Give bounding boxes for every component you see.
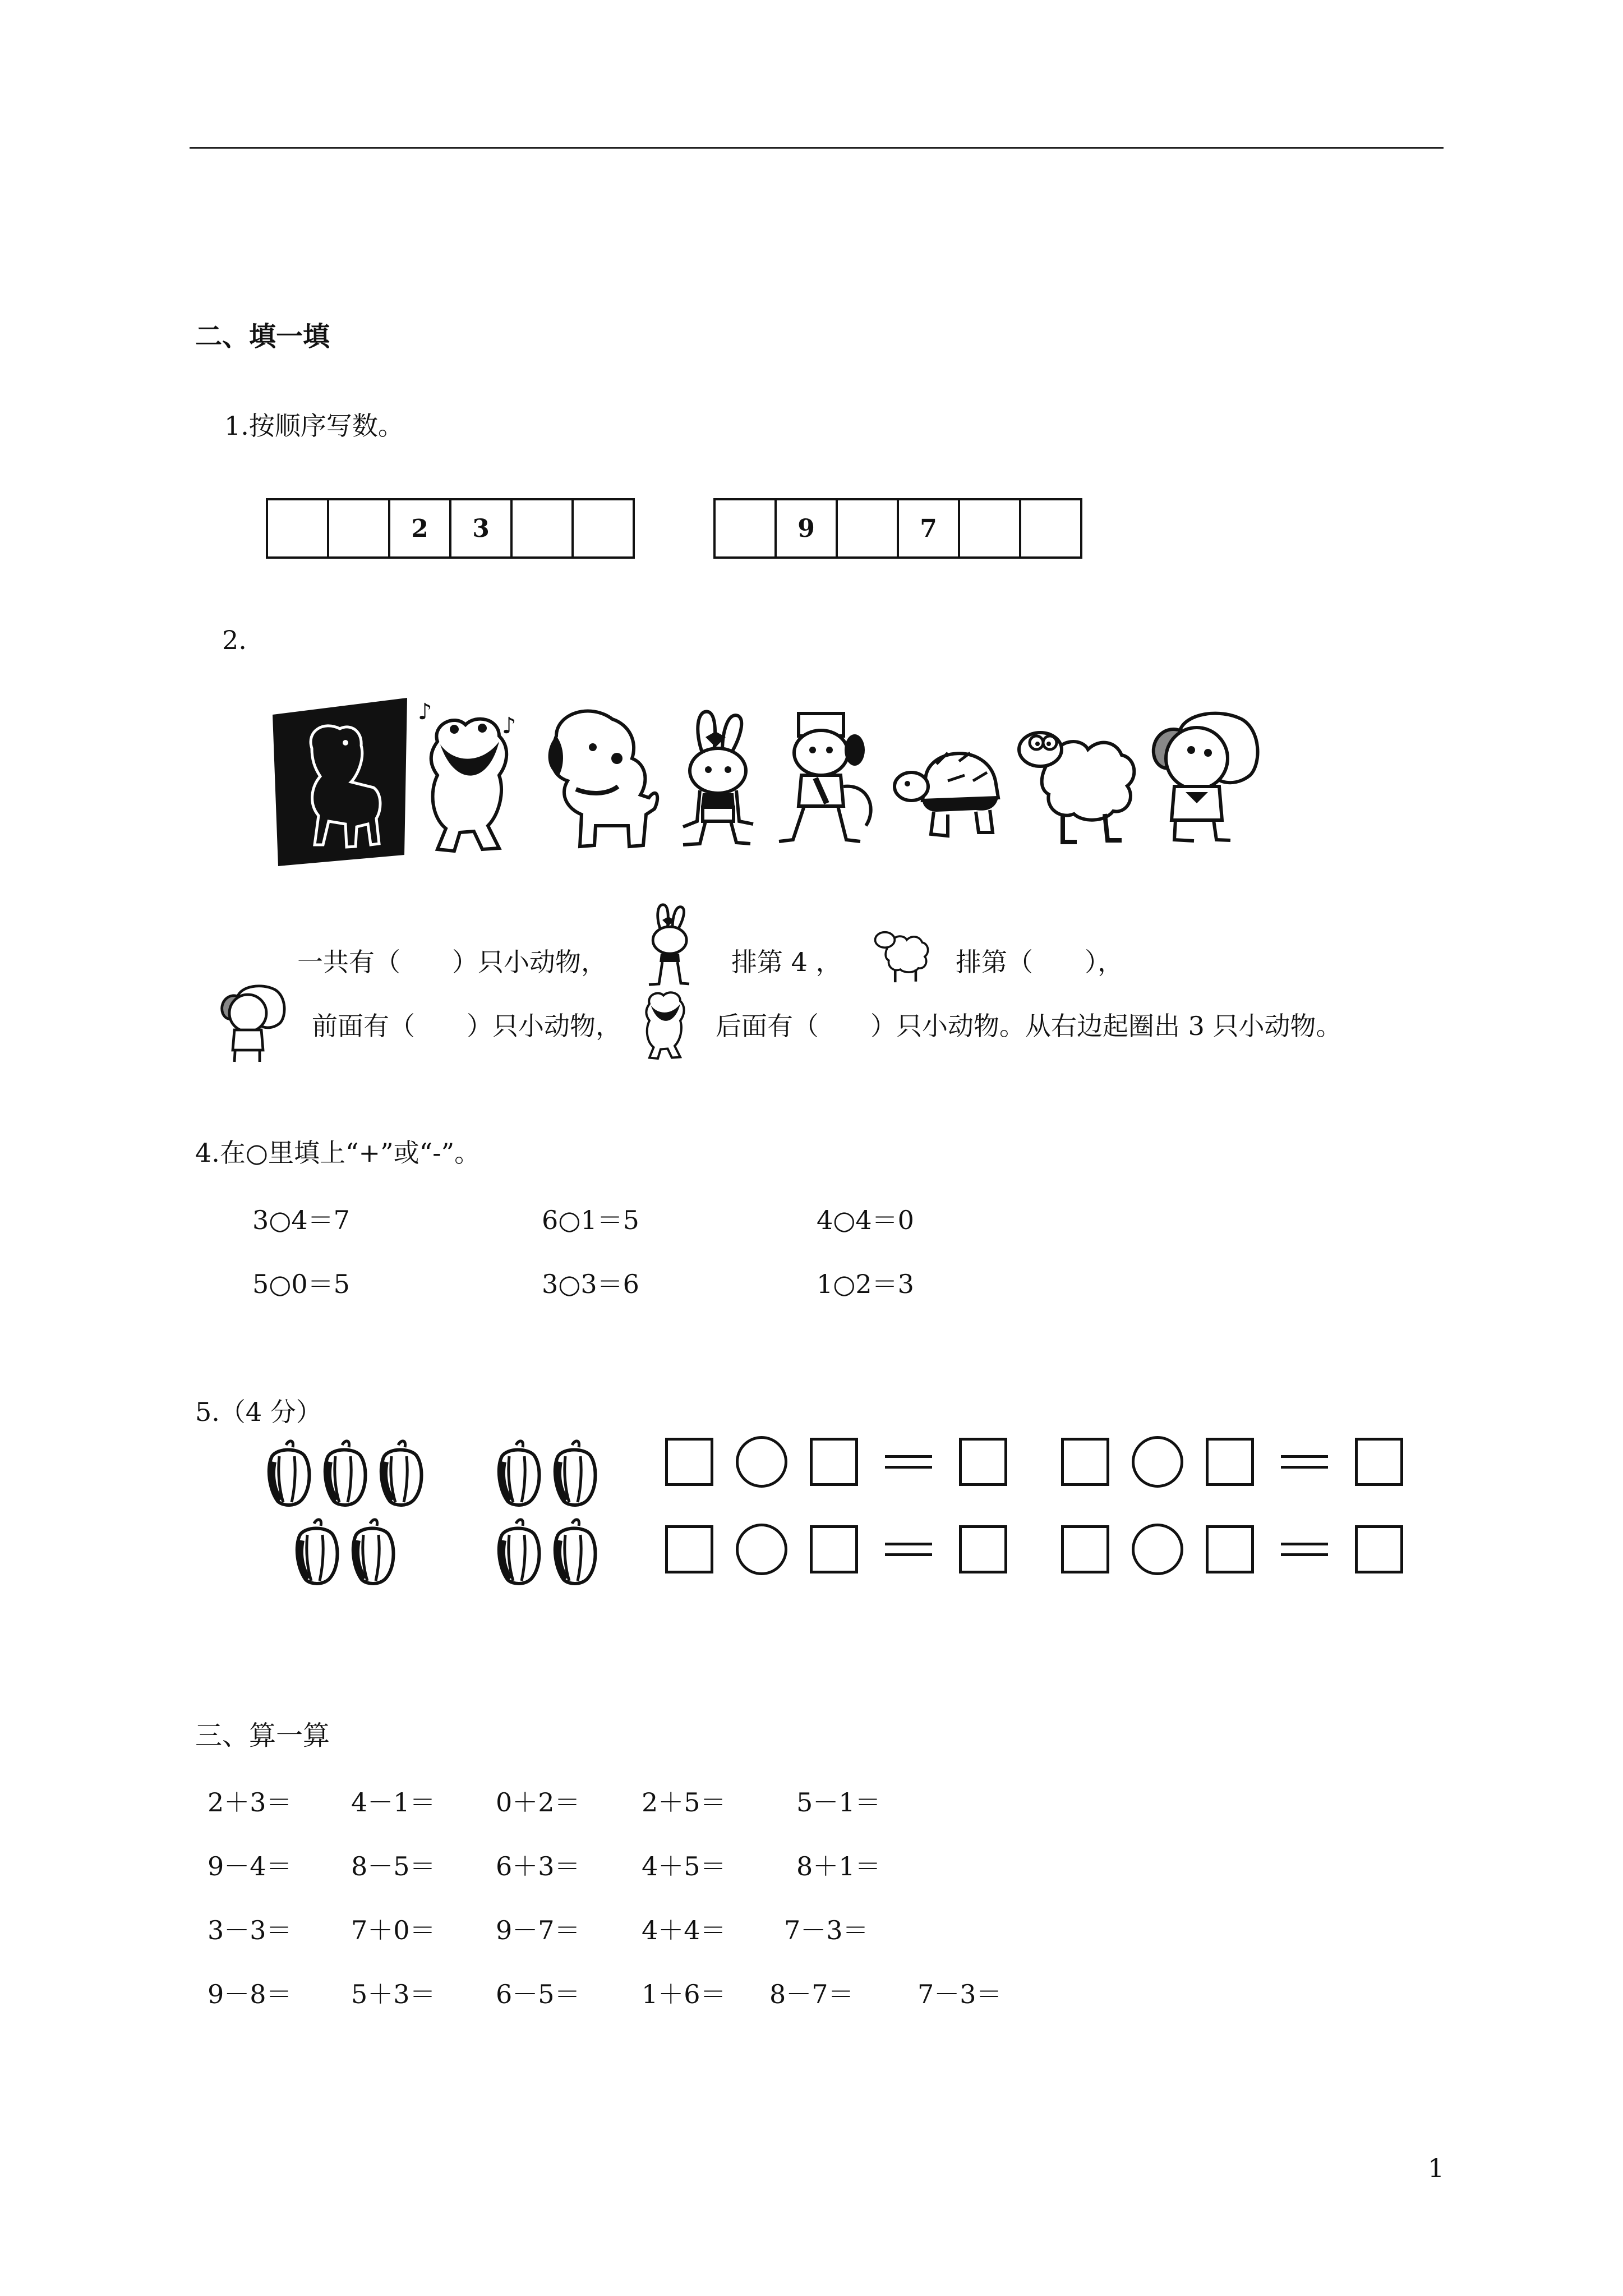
arithmetic-problem: 9－4＝ xyxy=(208,1851,292,1881)
q2-line2-part1: 前面有（ ）只小动物， xyxy=(312,1011,621,1041)
page-number: 1 xyxy=(1428,2153,1445,2183)
arithmetic-problem: 5－1＝ xyxy=(796,1787,881,1818)
seq-a-cell: 2 xyxy=(390,500,451,556)
equation-template-row xyxy=(665,1436,1007,1488)
arithmetic-problem: 5＋3＝ xyxy=(351,1979,436,2009)
answer-box[interactable] xyxy=(1061,1525,1109,1573)
arithmetic-problem: 0＋2＝ xyxy=(496,1787,580,1818)
seq-a-cell[interactable] xyxy=(574,500,633,556)
rabbit-icon xyxy=(672,709,762,849)
operator-circle[interactable] xyxy=(1132,1436,1183,1488)
section3-title: 三、算一算 xyxy=(195,1720,330,1751)
elephant-icon xyxy=(212,983,291,1067)
sheep-icon xyxy=(864,924,942,986)
frog-icon xyxy=(638,983,694,1067)
answer-box[interactable] xyxy=(1206,1438,1254,1486)
arithmetic-problem: 7－3＝ xyxy=(917,1979,1002,2009)
q4-equation: 4○4＝0 xyxy=(817,1205,914,1235)
pepper-icon xyxy=(269,1441,310,1505)
arithmetic-problem: 1＋6＝ xyxy=(642,1979,726,2009)
arithmetic-problem: 8＋1＝ xyxy=(796,1851,881,1881)
arithmetic-problem: 4－1＝ xyxy=(351,1787,436,1818)
arithmetic-problem: 9－8＝ xyxy=(208,1979,292,2009)
arithmetic-problem: 7＋0＝ xyxy=(351,1915,436,1945)
answer-box[interactable] xyxy=(810,1438,858,1486)
arithmetic-problem: 4＋5＝ xyxy=(642,1851,726,1881)
rabbit-icon xyxy=(638,903,700,987)
elephant-icon xyxy=(1141,708,1264,848)
svg-text:♪: ♪ xyxy=(502,713,517,739)
sequence-boxes-a xyxy=(266,498,635,559)
operator-circle[interactable] xyxy=(1132,1524,1183,1575)
q2-label: 2. xyxy=(222,625,247,655)
pepper-icon xyxy=(499,1520,540,1584)
operator-circle[interactable] xyxy=(736,1524,787,1575)
arithmetic-problem: 9－7＝ xyxy=(496,1915,580,1945)
seq-a-cell[interactable] xyxy=(329,500,390,556)
arithmetic-problem: 7－3＝ xyxy=(784,1915,869,1945)
seq-b-cell[interactable] xyxy=(716,500,777,556)
q4-equation: 3○3＝6 xyxy=(542,1269,639,1299)
horse-icon xyxy=(267,698,413,866)
arithmetic-problem: 2＋3＝ xyxy=(208,1787,292,1818)
answer-box[interactable] xyxy=(665,1438,713,1486)
equals-sign xyxy=(880,1451,937,1473)
seq-b-cell: 9 xyxy=(777,500,838,556)
answer-box[interactable] xyxy=(665,1525,713,1573)
equation-template-row xyxy=(665,1524,1007,1575)
q1-label: 1.按顺序写数。 xyxy=(224,411,404,441)
seq-a-cell[interactable] xyxy=(513,500,574,556)
seq-b-cell[interactable] xyxy=(960,500,1021,556)
answer-box[interactable] xyxy=(1355,1438,1403,1486)
q2-line1-part3: 排第（ ）， xyxy=(956,947,1123,977)
arithmetic-problem: 2＋5＝ xyxy=(642,1787,726,1818)
pepper-icon xyxy=(381,1441,422,1505)
seq-a-cell: 3 xyxy=(451,500,513,556)
q2-line1-part1: 一共有（ ）只小动物， xyxy=(297,947,607,977)
equation-template-row xyxy=(1061,1436,1403,1488)
q4-equation: 3○4＝7 xyxy=(252,1205,350,1235)
frog-icon xyxy=(415,702,527,865)
arithmetic-problem: 8－5＝ xyxy=(351,1851,436,1881)
header-rule xyxy=(190,147,1444,149)
q4-equation: 5○0＝5 xyxy=(252,1269,350,1299)
pepper-group xyxy=(264,1439,611,1608)
pepper-icon xyxy=(353,1520,394,1584)
arithmetic-problem: 6－5＝ xyxy=(496,1979,580,2009)
svg-text:♪: ♪ xyxy=(418,702,432,725)
sequence-boxes-b xyxy=(713,498,1082,559)
seq-b-cell[interactable] xyxy=(1021,500,1080,556)
q4-label: 4.在○里填上“+”或“-”。 xyxy=(195,1138,481,1168)
answer-box[interactable] xyxy=(1206,1525,1254,1573)
q2-line1-part2: 排第 4 ， xyxy=(731,947,842,977)
operator-circle[interactable] xyxy=(736,1436,787,1488)
arithmetic-problem: 3－3＝ xyxy=(208,1915,292,1945)
q4-equation: 1○2＝3 xyxy=(817,1269,914,1299)
q4-equation: 6○1＝5 xyxy=(542,1205,639,1235)
pepper-icon xyxy=(325,1441,366,1505)
equals-sign xyxy=(1276,1538,1332,1561)
pepper-icon xyxy=(499,1441,540,1505)
seq-b-cell: 7 xyxy=(899,500,960,556)
equals-sign xyxy=(880,1538,937,1561)
arithmetic-problem: 4＋4＝ xyxy=(642,1915,726,1945)
q2-line2-part2: 后面有（ ）只小动物。从右边起圈出 3 只小动物。 xyxy=(716,1011,1342,1041)
answer-box[interactable] xyxy=(1061,1438,1109,1486)
arithmetic-problem: 6＋3＝ xyxy=(496,1851,580,1881)
monkey-icon xyxy=(771,708,883,848)
answer-box[interactable] xyxy=(810,1525,858,1573)
equals-sign xyxy=(1276,1451,1332,1473)
arithmetic-problem: 8－7＝ xyxy=(769,1979,854,2009)
answer-box[interactable] xyxy=(1355,1525,1403,1573)
pepper-icon xyxy=(555,1520,596,1584)
turtle-icon xyxy=(892,730,1004,843)
q5-label: 5.（4 分） xyxy=(195,1397,322,1427)
pepper-icon xyxy=(555,1441,596,1505)
pepper-icon xyxy=(297,1520,338,1584)
seq-a-cell[interactable] xyxy=(268,500,329,556)
answer-box[interactable] xyxy=(959,1525,1007,1573)
dog-icon xyxy=(534,702,663,854)
section2-title: 二、填一填 xyxy=(195,321,330,352)
equation-template-row xyxy=(1061,1524,1403,1575)
sheep-icon xyxy=(1015,716,1144,850)
answer-box[interactable] xyxy=(959,1438,1007,1486)
seq-b-cell[interactable] xyxy=(838,500,899,556)
